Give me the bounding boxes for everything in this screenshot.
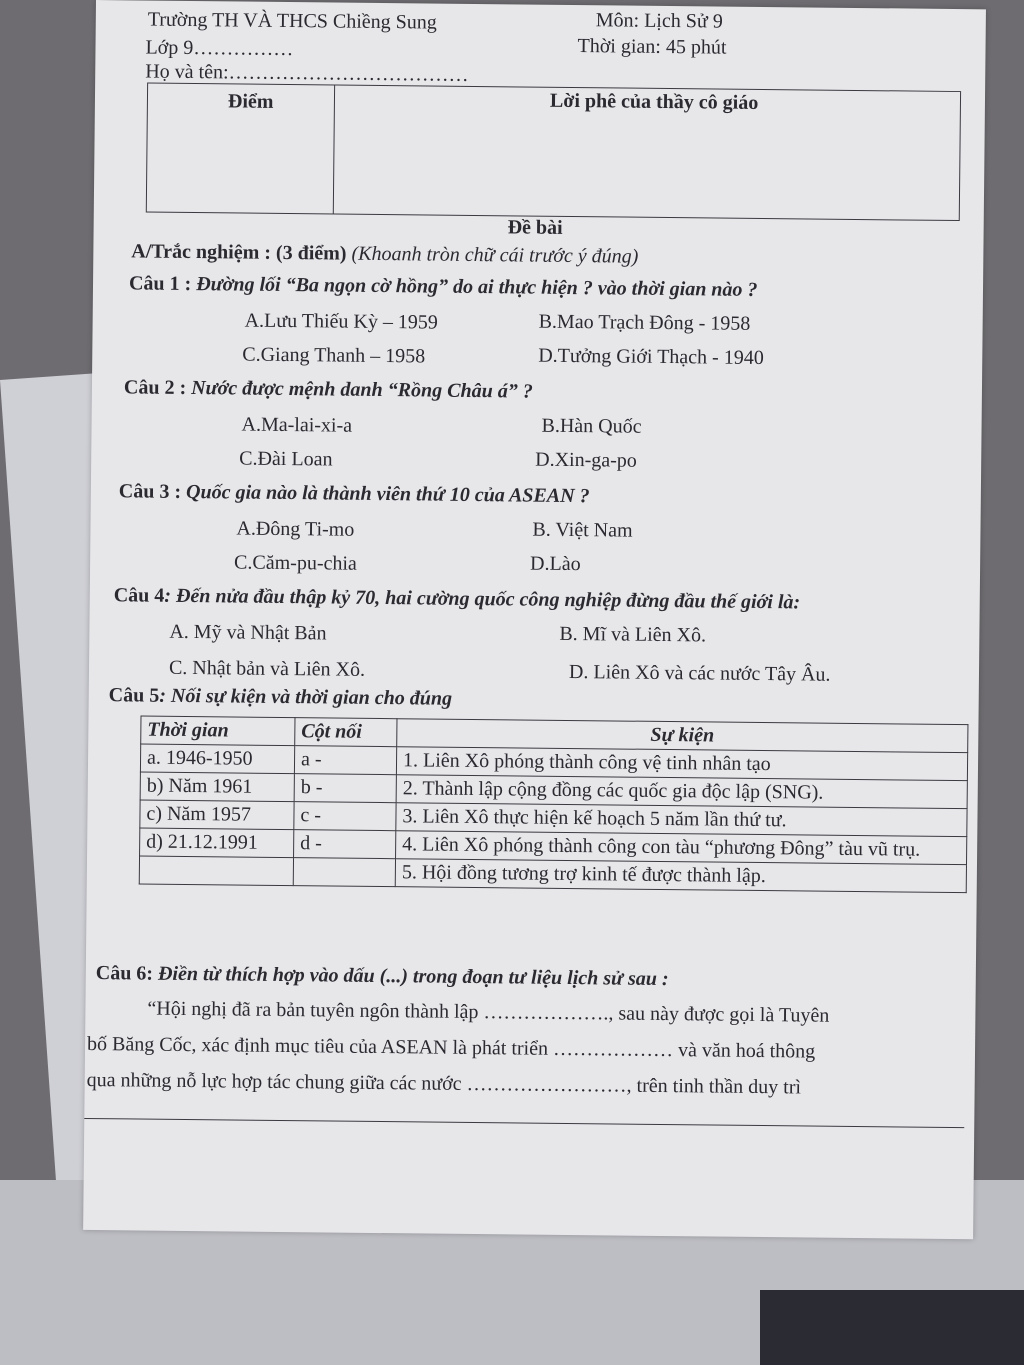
school-name: Trường TH VÀ THCS Chiềng Sung	[147, 8, 437, 34]
connect-cell: d -	[294, 830, 396, 859]
event-cell: 3. Liên Xô thực hiện kế hoạch 5 năm lần thứ tư.	[396, 803, 967, 837]
comment-label: Lời phê của thầy cô giáo	[549, 89, 759, 114]
section-a-heading	[131, 240, 638, 268]
time-cell: c) Năm 1957	[140, 800, 294, 830]
question-6	[96, 962, 669, 991]
event-cell: 1. Liên Xô phóng thành công vệ tinh nhân tạo	[396, 747, 967, 781]
question-3-label: Câu 3 :	[118, 480, 182, 503]
q3-option-b: B. Việt Nam	[532, 518, 633, 542]
section-a-title: A/Trắc nghiệm : (3 điểm)	[131, 240, 347, 265]
connect-cell: b -	[294, 774, 396, 803]
question-3-text: Quốc gia nào là thành viên thứ 10 của ASEAN ?	[185, 480, 590, 508]
question-2	[124, 376, 533, 403]
event-cell: 4. Liên Xô phóng thành công con tàu “phương Đông” tàu vũ trụ.	[396, 831, 967, 865]
time-cell	[139, 856, 293, 886]
time-cell: b) Năm 1961	[140, 772, 294, 802]
question-5-text: : Nối sự kiện và thời gian cho đúng	[159, 684, 453, 710]
header-event: Sự kiện	[397, 719, 968, 753]
question-1	[129, 272, 758, 302]
header-time: Thời gian	[141, 716, 295, 746]
question-6-label: Câu 6:	[95, 962, 154, 985]
question-6-passage	[87, 990, 946, 1107]
q2-option-a: A.Ma-lai-xi-a	[241, 413, 353, 437]
connect-cell: c -	[294, 802, 396, 831]
question-1-label: Câu 1 :	[128, 272, 192, 296]
desk-surface	[760, 1290, 1024, 1365]
question-1-text: Đường lối “Ba ngọn cờ hồng” do ai thực hiện ? vào thời gian nào ?	[196, 273, 758, 301]
duration: Thời gian: 45 phút	[577, 35, 727, 59]
header-connect: Cột nối	[295, 718, 397, 747]
q4-option-d: D. Liên Xô và các nước Tây Âu.	[568, 660, 831, 686]
question-2-text: Nước được mệnh danh “Rồng Châu á” ?	[191, 377, 533, 403]
student-name-line: Họ và tên:………………………………	[145, 60, 469, 86]
question-4	[114, 584, 801, 614]
grade-box	[146, 83, 961, 222]
connect-cell: a -	[294, 746, 396, 775]
question-4-text: : Đến nửa đầu thập kỷ 70, hai cường quốc công nghiệp đừng đầu thế giới là:	[164, 584, 801, 614]
question-4-label: Câu 4	[113, 584, 165, 607]
passage-line-1: “Hội nghị đã ra bản tuyên ngôn thành lập ………………., sau này được gọi là Tuyên	[147, 997, 830, 1027]
matching-table	[139, 716, 969, 894]
question-5	[109, 684, 453, 711]
subject: Môn: Lịch Sử 9	[595, 9, 723, 33]
grade-box-divider	[333, 85, 335, 213]
q2-option-d: D.Xin-ga-po	[535, 448, 637, 472]
question-3	[119, 480, 590, 508]
time-cell: a. 1946-1950	[140, 744, 294, 774]
connect-cell	[293, 858, 395, 887]
section-a-instruction: (Khoanh tròn chữ cái trước ý đúng)	[351, 242, 639, 268]
question-5-label: Câu 5	[108, 684, 160, 707]
exam-sheet	[83, 0, 986, 1239]
q2-option-b: B.Hàn Quốc	[541, 414, 642, 438]
event-cell: 2. Thành lập cộng đồng các quốc gia độc lập (SNG).	[396, 775, 967, 809]
q4-option-a: A. Mỹ và Nhật Bản	[169, 620, 327, 645]
event-cell: 5. Hội đồng tương trợ kinh tế được thành lập.	[395, 859, 966, 893]
q3-option-d: D.Lào	[530, 552, 581, 576]
q2-option-c: C.Đài Loan	[239, 447, 333, 471]
score-label: Điểm	[227, 90, 274, 113]
question-6-text: Điền từ thích hợp vào dấu (...) trong đoạn tư liệu lịch sử sau :	[157, 962, 669, 991]
passage-line-3: qua những nỗ lực hợp tác chung giữa các nước ……………………, trên tinh thần duy trì	[86, 1068, 802, 1099]
exam-title: Đề bài	[507, 216, 563, 239]
q3-option-a: A.Đông Ti-mo	[236, 517, 355, 541]
class-line: Lớp 9……………	[145, 36, 294, 61]
time-cell: d) 21.12.1991	[140, 828, 294, 858]
q4-option-b: B. Mĩ và Liên Xô.	[559, 622, 707, 647]
q1-option-d: D.Tưởng Giới Thạch - 1940	[538, 344, 764, 370]
passage-line-2: bố Băng Cốc, xác định mục tiêu của ASEAN là phát triển ……………… và văn hoá thông	[86, 1032, 816, 1063]
q1-option-b: B.Mao Trạch Đông - 1958	[538, 310, 751, 335]
q1-option-c: C.Giang Thanh – 1958	[242, 343, 426, 368]
question-2-label: Câu 2 :	[123, 376, 187, 399]
q1-option-a: A.Lưu Thiếu Kỳ – 1959	[244, 309, 438, 334]
q4-option-c: C. Nhật bản và Liên Xô.	[168, 656, 366, 681]
passage-bottom-border	[84, 1118, 964, 1128]
q3-option-c: C.Căm-pu-chia	[234, 551, 357, 575]
